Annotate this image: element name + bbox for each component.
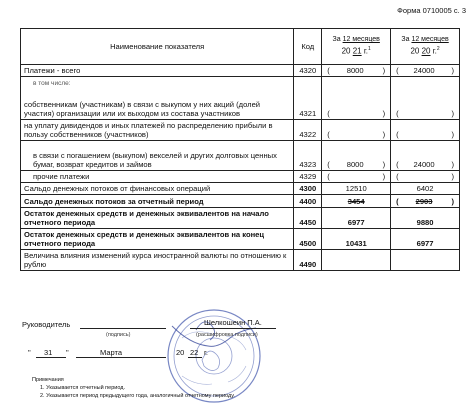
row-name: прочие платежи <box>21 170 294 182</box>
row-value-current: ( ) <box>322 119 391 140</box>
row-name: Величина влияния изменений курса иностранной валюты по отношению к рублю <box>21 249 294 270</box>
signature-line <box>80 328 166 329</box>
row-code: 4321 <box>294 89 322 119</box>
date-quote-open: " <box>28 348 31 357</box>
header-period-current: За 12 месяцев 20 21 г.$^1$ <box>322 29 391 65</box>
row-value-previous: ( 2903 ) <box>391 194 460 207</box>
table-row <box>21 249 460 270</box>
row-code: 4322 <box>294 119 322 140</box>
row-value-previous: 6402 <box>391 182 460 194</box>
date-month: Марта <box>100 348 123 357</box>
row-value-current: 3454 <box>322 194 391 207</box>
cash-flow-table <box>20 28 460 271</box>
signature-role: Руководитель <box>22 320 71 329</box>
row-value-previous: ( 24000 ) <box>391 65 460 77</box>
row-code: 4323 <box>294 140 322 170</box>
table-row <box>21 119 460 140</box>
row-value-previous: ( ) <box>391 89 460 119</box>
date-year-suffix: г. <box>204 348 208 357</box>
form-code: Форма 0710005 с. 3 <box>397 6 466 15</box>
date-quote-close: " <box>66 348 69 357</box>
row-name: в связи с погашением (выкупом) векселей и других долговых ценных бумаг, возврат кредитов и займов <box>21 140 294 170</box>
signature-caption: (подпись) <box>106 332 131 338</box>
table-row <box>21 194 460 207</box>
table-row <box>21 140 460 170</box>
notes-title: Примечания <box>32 377 64 383</box>
header-period-previous: За 12 месяцев 20 20 г.$^2$ <box>391 29 460 65</box>
row-name: Сальдо денежных потоков за отчетный период <box>21 194 294 207</box>
row-name: на уплату дивидендов и иных платежей по распределению прибыли в пользу собственников (участников) <box>21 119 294 140</box>
row-code: 4320 <box>294 65 322 77</box>
header-name: Наименование показателя <box>21 29 294 65</box>
table-row <box>21 65 460 77</box>
table-row <box>21 89 460 119</box>
table-row <box>21 77 460 90</box>
signer-name: Шелкошеин П.А. <box>204 318 262 327</box>
row-code: 4450 <box>294 207 322 228</box>
row-value-current: ( 8000 ) <box>322 140 391 170</box>
row-name: Сальдо денежных потоков от финансовых операций <box>21 182 294 194</box>
row-value-current: ( 8000 ) <box>322 65 391 77</box>
row-name: Остаток денежных средств и денежных эквивалентов на начало отчетного периода <box>21 207 294 228</box>
row-name: в том числе: <box>21 77 294 90</box>
row-value-current: 10431 <box>322 228 391 249</box>
row-code: 4500 <box>294 228 322 249</box>
date-month-line <box>76 357 166 358</box>
table-row <box>21 182 460 194</box>
note-1: 1. Указывается отчетный период. <box>40 385 126 391</box>
row-value-previous: ( ) <box>391 170 460 182</box>
header-code: Код <box>294 29 322 65</box>
table-row <box>21 207 460 228</box>
table-header-row <box>21 29 460 65</box>
table-row <box>21 170 460 182</box>
row-value-current: ( ) <box>322 89 391 119</box>
signer-name-caption: (расшифровка подписи) <box>196 332 258 338</box>
row-value-previous: ( ) <box>391 119 460 140</box>
row-value-current: ( ) <box>322 170 391 182</box>
date-year-line <box>188 357 202 358</box>
row-value-previous <box>391 249 460 270</box>
row-value-current <box>322 249 391 270</box>
row-code: 4490 <box>294 249 322 270</box>
row-code: 4329 <box>294 170 322 182</box>
row-name: Платежи - всего <box>21 65 294 77</box>
date-day-line <box>36 357 66 358</box>
table-row <box>21 228 460 249</box>
note-2: 2. Указывается период предыдущего года, аналогичный отчетному периоду. <box>40 393 235 399</box>
row-value-current: 6977 <box>322 207 391 228</box>
date-day: 31 <box>44 348 53 357</box>
row-name: собственникам (участникам) в связи с выкупом у них акций (долей участия) организации или их выходом из состава участников <box>21 89 294 119</box>
row-value-previous: 9880 <box>391 207 460 228</box>
row-value-previous: 6977 <box>391 228 460 249</box>
notes <box>32 376 235 400</box>
date-year-prefix: 20 <box>176 348 185 357</box>
row-name: Остаток денежных средств и денежных эквивалентов на конец отчетного периода <box>21 228 294 249</box>
row-code: 4400 <box>294 194 322 207</box>
signer-name-line <box>190 328 276 329</box>
row-code: 4300 <box>294 182 322 194</box>
date-year: 22 <box>190 348 199 357</box>
row-value-previous: ( 24000 ) <box>391 140 460 170</box>
row-value-current: 12510 <box>322 182 391 194</box>
